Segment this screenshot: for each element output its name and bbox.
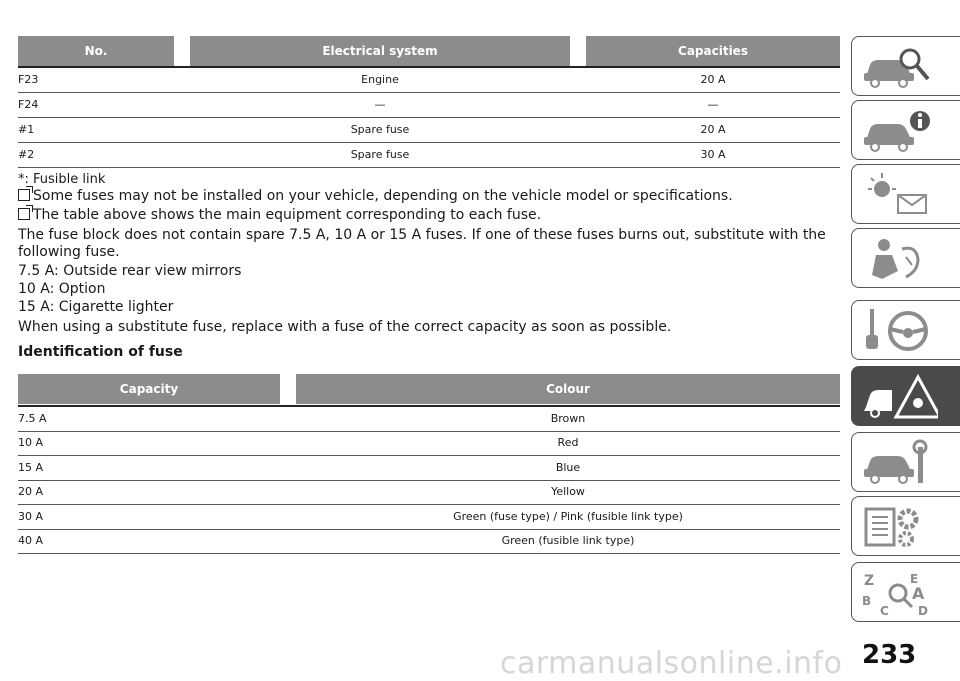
cell-capacity: 30 A [700,148,726,161]
specs-gears-icon [862,503,938,551]
svg-text:C: C [880,604,889,617]
table-row [18,456,840,481]
colour-table-header [18,374,840,404]
car-info-icon [862,107,938,155]
cell-system: Spare fuse [350,123,410,136]
svg-text:A: A [912,584,925,603]
cell-no: F23 [18,73,39,86]
svg-text:E: E [910,572,919,586]
table-row [18,407,840,432]
table-row [18,431,840,456]
tab-servicing-care[interactable] [851,432,960,492]
tab-getting-to-know-car[interactable] [851,36,960,96]
header-colour: Colour [296,374,840,404]
table-row [18,505,840,530]
paragraph: The fuse block does not contain spare 7.5 A, 10 A or 15 A fuses. If one of these fuses burns out, substitute with the following fuse. [18,227,826,260]
cell-colour: Green (fuse type) / Pink (fusible link type) [453,510,683,523]
header-capacities: Capacities [586,36,840,66]
cell-capacity: — [707,98,719,111]
table-row [18,68,840,93]
paragraph-line: 10 A: Option [18,281,106,297]
car-search-icon [862,43,938,91]
cell-colour: Green (fusible link type) [501,534,635,547]
cell-system: Engine [361,73,399,86]
cell-capacity: 40 A [18,534,44,547]
tab-starting-driving[interactable] [851,300,960,360]
key-steering-wheel-icon [862,307,938,355]
paragraph-line: 15 A: Cigarette lighter [18,299,174,315]
tab-in-an-emergency[interactable] [851,366,960,426]
note-item [18,188,840,205]
cell-no: #2 [18,148,35,161]
cell-no: #1 [18,123,35,136]
tab-warning-lights[interactable] [851,164,960,224]
cell-no: F24 [18,98,39,111]
fuse-table-header [18,36,840,66]
cell-capacity: 7.5 A [18,412,47,425]
cell-colour: Blue [555,461,581,474]
table-row [18,480,840,505]
cell-colour: Yellow [551,485,585,498]
cell-capacity: 20 A [700,73,726,86]
warning-light-message-icon [862,171,938,219]
svg-text:B: B [862,594,872,608]
note-icon [18,208,30,220]
cell-capacity: 20 A [700,123,726,136]
airbag-seat-icon [862,235,938,283]
svg-text:Z: Z [864,573,875,589]
header-capacity: Capacity [18,374,280,404]
paragraph: When using a substitute fuse, replace with a fuse of the correct capacity as soon as possible. [18,319,672,335]
car-wrench-icon [862,439,938,487]
footnote: *: Fusible link [18,172,106,187]
cell-colour: Red [557,436,579,449]
cell-capacity: 15 A [18,461,44,474]
cell-capacity: 10 A [18,436,44,449]
note-item [18,207,840,224]
watermark: carmanualsonline.info [500,646,843,681]
header-no: No. [18,36,174,66]
table-row [18,118,840,143]
emergency-triangle-icon [862,373,938,421]
cell-colour: Brown [550,412,586,425]
tab-technical-specifications[interactable] [851,496,960,556]
cell-capacity: 20 A [18,485,44,498]
section-title: Identification of fuse [18,344,183,360]
table-row [18,143,840,168]
tab-know-instrument-panel[interactable] [851,100,960,160]
page-number: 233 [862,640,917,670]
tab-safety[interactable] [851,228,960,288]
cell-capacity: 30 A [18,510,44,523]
table-row [18,529,840,554]
note-text: The table above shows the main equipment corresponding to each fuse. [33,207,542,223]
svg-text:D: D [918,604,928,617]
header-electrical-system: Electrical system [190,36,570,66]
paragraph-line: 7.5 A: Outside rear view mirrors [18,263,242,279]
note-icon [18,189,30,201]
table-row [18,93,840,118]
note-text: Some fuses may not be installed on your vehicle, depending on the vehicle model or specifications. [33,188,733,204]
cell-system: — [374,98,386,111]
cell-system: Spare fuse [350,148,410,161]
alphabetical-index-icon [862,569,938,617]
tab-index[interactable] [851,562,960,622]
